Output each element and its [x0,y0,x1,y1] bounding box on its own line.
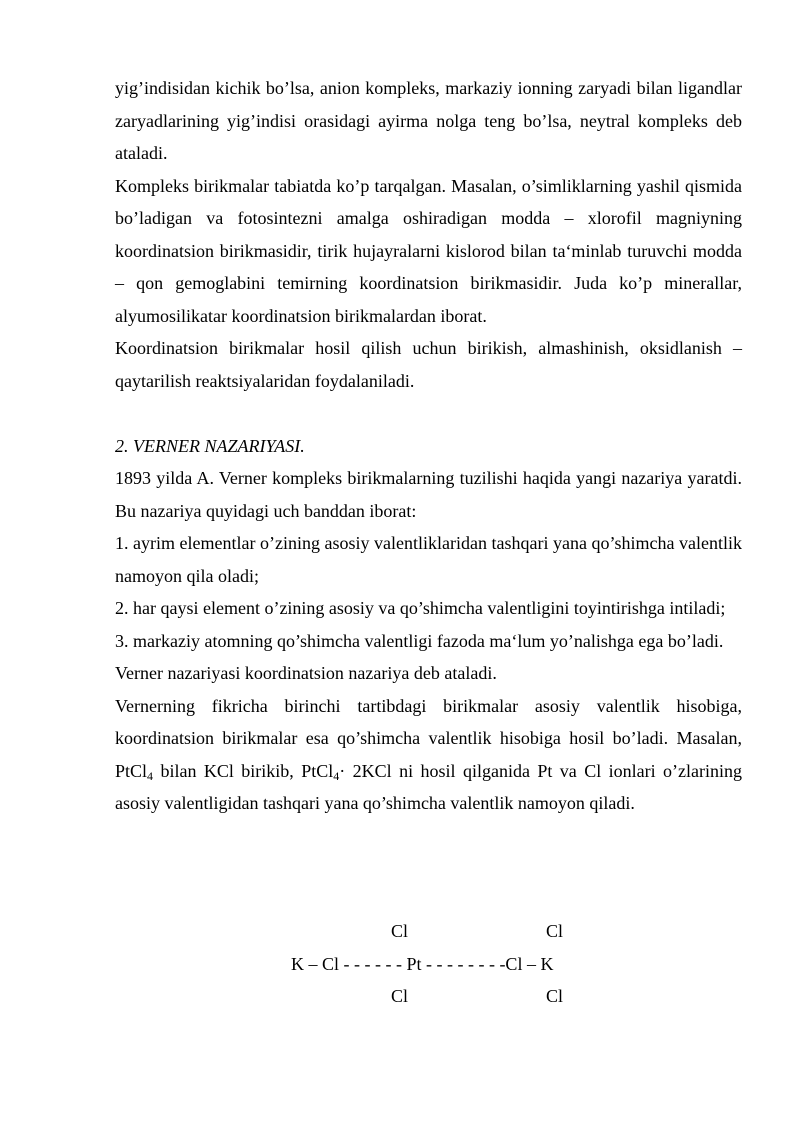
formula-cl-bottom-left: Cl [391,986,409,1006]
section-heading: 2. VERNER NAZARIYASI. [115,435,305,456]
spacer [115,397,742,430]
paragraph-verner-opinion [115,690,742,820]
text-block [115,72,742,820]
paragraph-complex-in-nature: Kompleks birikmalar tabiatda ko’p tarqalgan. Masalan, o’simliklarning yashil qismida bo’ladigan va fotosintezni amalga oshiradigan modda – xlorofil magniyning koordinatsion birikmasidir, tirik hujayralarni kislorod bilan ta‘minlab turuvchi modda – qon gemoglabini temirning koordinatsion birikmasidir. Juda ko’p minerallar, alyumosilikatar koordinatsion birikmalardan iborat. [115,175,742,326]
list-item: 1. ayrim elementlar o’zining asosiy valentliklaridan tashqari yana qo’shimcha valentlik namoyon qila oladi; [115,533,742,586]
paragraph-complex-types: yig’indisidan kichik bo’lsa, anion kompleks, markaziy ionning zaryadi bilan ligandlar zaryadlarining yig’indisi orasidagi ayirma nolga teng bo’lsa, neytral kompleks deb ataladi. [115,78,742,163]
paragraph-coordination-theory: Verner nazariyasi koordinatsion nazariya deb ataladi. [115,663,497,683]
paragraph-reactions: Koordinatsion birikmalar hosil qilish uchun birikish, almashinish, oksidlanish – qaytarilish reaktsiyalaridan foydalaniladi. [115,338,742,391]
formula-cl-bottom-right: Cl [546,986,564,1006]
list-item: 3. markaziy atomning qo’shimcha valentligi fazoda ma‘lum yo’nalishga ega bo’ladi. [115,630,724,651]
paragraph-verner-intro: 1893 yilda A. Verner kompleks birikmalarning tuzilishi haqida yangi nazariya yaratdi. Bu nazariya quyidagi uch banddan iborat: [115,468,742,521]
text-run: bilan KCl birikib, PtCl [153,760,334,781]
formula-cl-top-right: Cl [546,921,564,941]
text-run: · 2KCl ni hosil qilganida Pt va Cl ionlari o’zlarining asosiy valentligidan tashqari yana qo’shimcha valentlik namoyon qiladi. [115,760,743,813]
text-run: Vernerning fikricha birinchi tartibdagi birikmalar asosiy valentlik hisobiga, koordinatsion birikmalar esa qo’shimcha valentlik hisobiga hosil bo’ladi. Masalan, PtCl [115,695,742,781]
formula-main-line: K – Cl - - - - - - Pt - - - - - - - -Cl – K [291,954,554,974]
subscript: 4 [333,768,340,783]
list-item: 2. har qaysi element o’zining asosiy va qo’shimcha valentligini toyintirishga intiladi; [115,598,726,618]
formula-cl-top-left: Cl [391,921,409,941]
subscript: 4 [147,768,154,783]
